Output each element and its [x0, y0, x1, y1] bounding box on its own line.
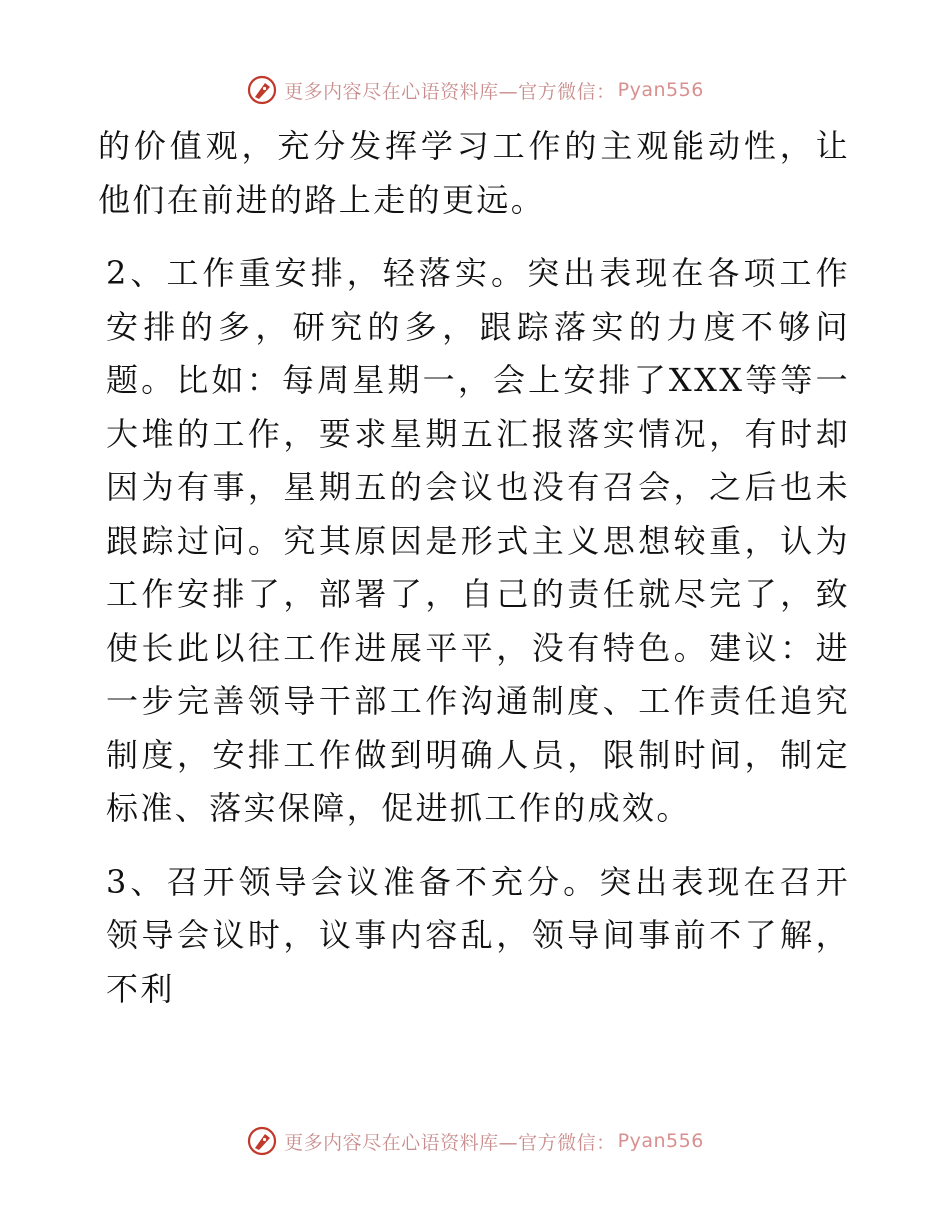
pen-nib-circle-icon — [246, 1125, 278, 1157]
footer-watermark — [0, 1123, 950, 1159]
paragraph-continuation: 的价值观，充分发挥学习工作的主观能动性，让他们在前进的路上走的更远。 — [98, 127, 850, 219]
document-body — [98, 120, 850, 1016]
header-watermark — [0, 72, 950, 108]
watermark-text: 更多内容尽在心语资料库—官方微信： — [284, 80, 616, 103]
watermark-account: Pyan556 — [617, 79, 704, 101]
pen-nib-circle-icon — [246, 74, 278, 106]
paragraph-item-3: 3、召开领导会议准备不充分。突出表现在召开领导会议时，议事内容乱，领导间事前不了解，不利 — [106, 862, 850, 1008]
paragraph-item-2: 2、工作重安排，轻落实。突出表现在各项工作安排的多，研究的多，跟踪落实的力度不够问题。比如：每周星期一，会上安排了XXX等等一大堆的工作，要求星期五汇报落实情况，有时却因为有事，星期五的会议也没有召会，之后也未跟踪过问。究其原因是形式主义思想较重，认为工作安排了，部署了，自己的责任就尽完了，致使长此以往工作进展平平，没有特色。建议：进一步完善领导干部工作沟通制度、工作责任追究制度，安排工作做到明确人员，限制时间，制定标准、落实保障，促进抓工作的成效。 — [106, 254, 850, 827]
watermark-account: Pyan556 — [617, 1130, 704, 1152]
watermark-text: 更多内容尽在心语资料库—官方微信： — [284, 1131, 616, 1154]
